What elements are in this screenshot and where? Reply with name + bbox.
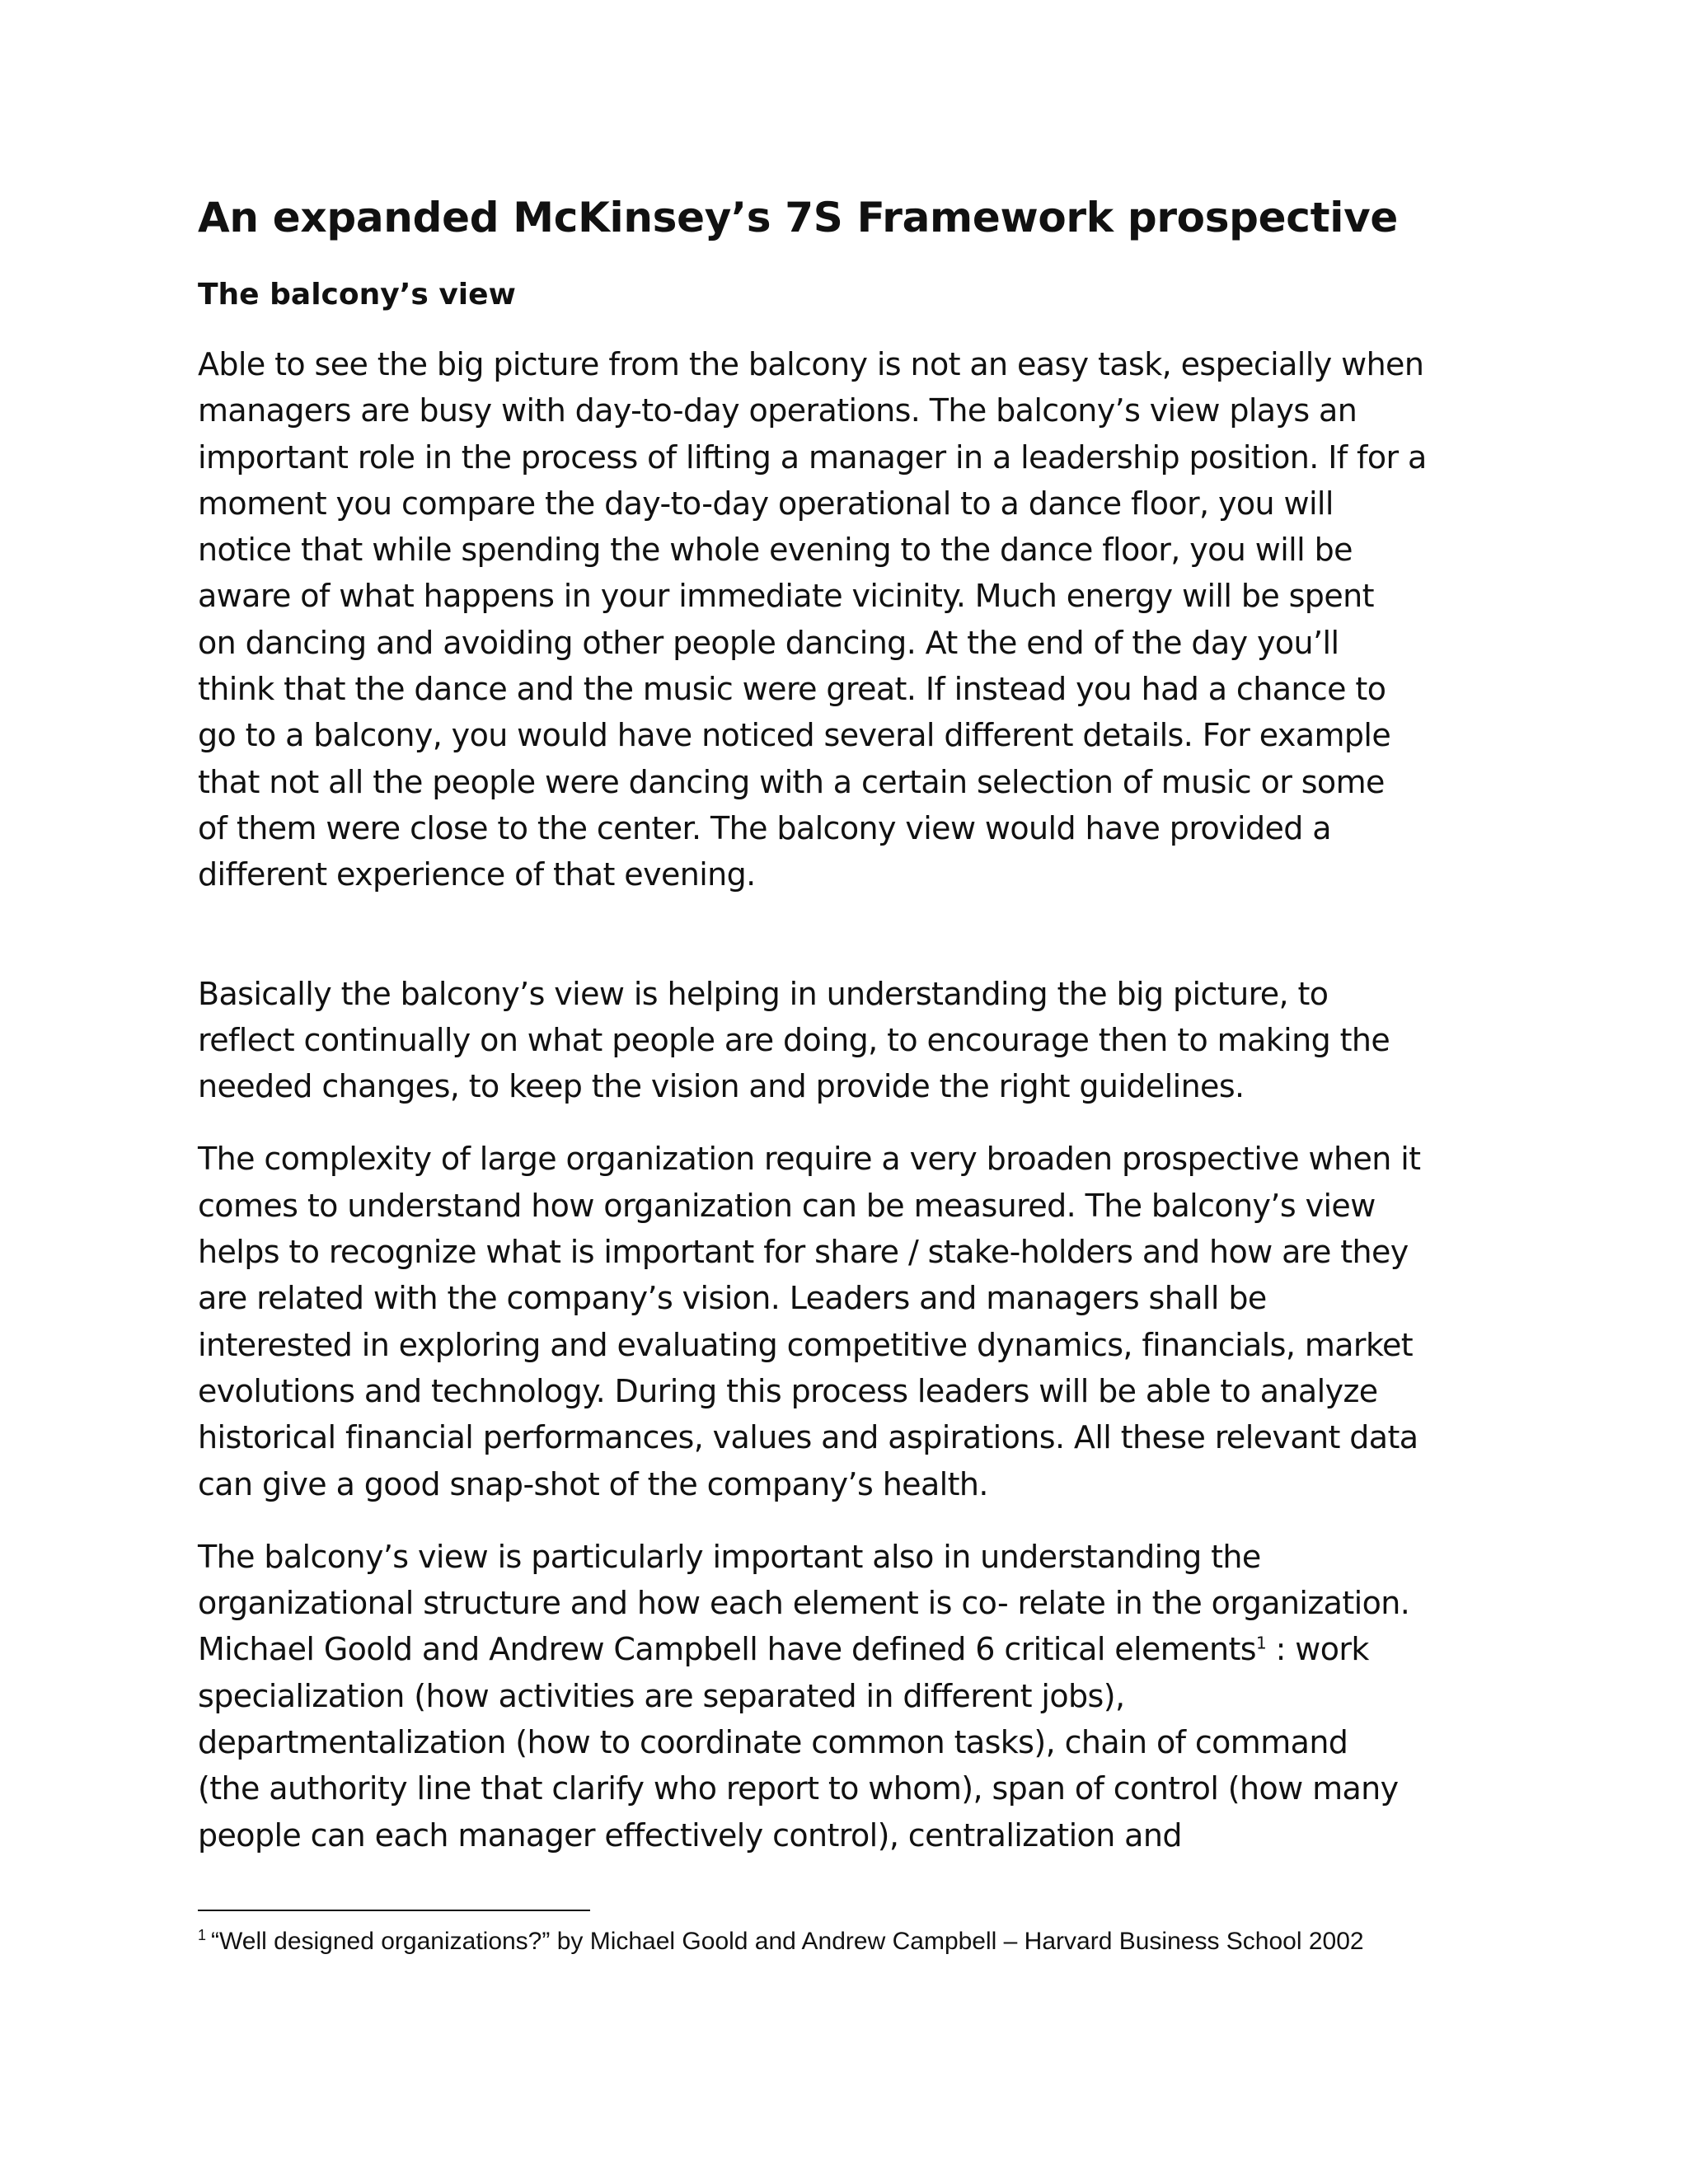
paragraph-line: organizational structure and how each element is co- relate in the organization. [198, 1585, 1410, 1622]
paragraph-line: on dancing and avoiding other people dancing. At the end of the day you’ll [198, 624, 1339, 661]
section-heading: The balcony’s view [198, 278, 516, 312]
paragraph-line-with-footnote [198, 1626, 1500, 1672]
paragraph-line: The balcony’s view is particularly important also in understanding the [198, 1538, 1261, 1575]
paragraph-line: evolutions and technology. During this process leaders will be able to analyze [198, 1372, 1378, 1409]
paragraph-line: reflect continually on what people are doing, to encourage then to making the [198, 1021, 1390, 1058]
paragraph-line: comes to understand how organization can be measured. The balcony’s view [198, 1187, 1376, 1224]
paragraph-2 [198, 971, 1500, 1110]
paragraph-line: can give a good snap-shot of the company’s health. [198, 1465, 988, 1502]
paragraph-line: Basically the balcony’s view is helping in understanding the big picture, to [198, 975, 1329, 1012]
paragraph-line: are related with the company’s vision. Leaders and managers shall be [198, 1280, 1267, 1317]
page-content [198, 191, 1500, 1858]
paragraph-line: Able to see the big picture from the balcony is not an easy task, especially when [198, 346, 1424, 382]
footnote [198, 1925, 1364, 1958]
paragraph-line: helps to recognize what is important for share / stake-holders and how are they [198, 1234, 1409, 1271]
paragraph-line: that not all the people were dancing with a certain selection of music or some [198, 763, 1385, 800]
paragraph-line: different experience of that evening. [198, 856, 756, 893]
paragraph-line: moment you compare the day-to-day operational to a dance floor, you will [198, 485, 1334, 522]
paragraph-line: (the authority line that clarify who report to whom), span of control (how many [198, 1770, 1399, 1807]
paragraph-line: people can each manager effectively control), centralization and [198, 1816, 1182, 1854]
paragraph-1 [198, 341, 1500, 898]
footnote-marker: 1 [198, 1927, 207, 1943]
paragraph-line: departmentalization (how to coordinate common tasks), chain of command [198, 1724, 1348, 1761]
footnote-reference[interactable]: 1 [1255, 1633, 1267, 1653]
footnote-text: “Well designed organizations?” by Michael Goold and Andrew Campbell – Harvard Business School 2002 [211, 1928, 1364, 1955]
footnote-divider [198, 1910, 590, 1911]
paragraph-line: needed changes, to keep the vision and provide the right guidelines. [198, 1068, 1245, 1105]
paragraph-line-text: Michael Goold and Andrew Campbell have defined 6 critical elements [198, 1631, 1256, 1668]
paragraph-line: managers are busy with day-to-day operations. The balcony’s view plays an [198, 392, 1357, 429]
paragraph-line: The complexity of large organization require a very broaden prospective when it [198, 1141, 1421, 1178]
document-title: An expanded McKinsey’s 7S Framework prospective [198, 194, 1398, 241]
paragraph-line: interested in exploring and evaluating competitive dynamics, financials, market [198, 1326, 1414, 1363]
paragraph-line: important role in the process of lifting a manager in a leadership position. If for a [198, 438, 1427, 476]
paragraph-line: notice that while spending the whole evening to the dance floor, you will be [198, 532, 1353, 569]
paragraph-4 [198, 1534, 1500, 1858]
paragraph-3 [198, 1136, 1500, 1507]
paragraph-line: go to a balcony, you would have noticed several different details. For example [198, 717, 1391, 754]
paragraph-line: aware of what happens in your immediate vicinity. Much energy will be spent [198, 578, 1374, 615]
paragraph-line-text: : work [1266, 1631, 1369, 1668]
paragraph-line: think that the dance and the music were great. If instead you had a chance to [198, 671, 1386, 708]
paragraph-line: specialization (how activities are separated in different jobs), [198, 1677, 1125, 1714]
paragraph-line: of them were close to the center. The balcony view would have provided a [198, 809, 1331, 846]
paragraph-line: historical financial performances, values and aspirations. All these relevant data [198, 1419, 1418, 1456]
